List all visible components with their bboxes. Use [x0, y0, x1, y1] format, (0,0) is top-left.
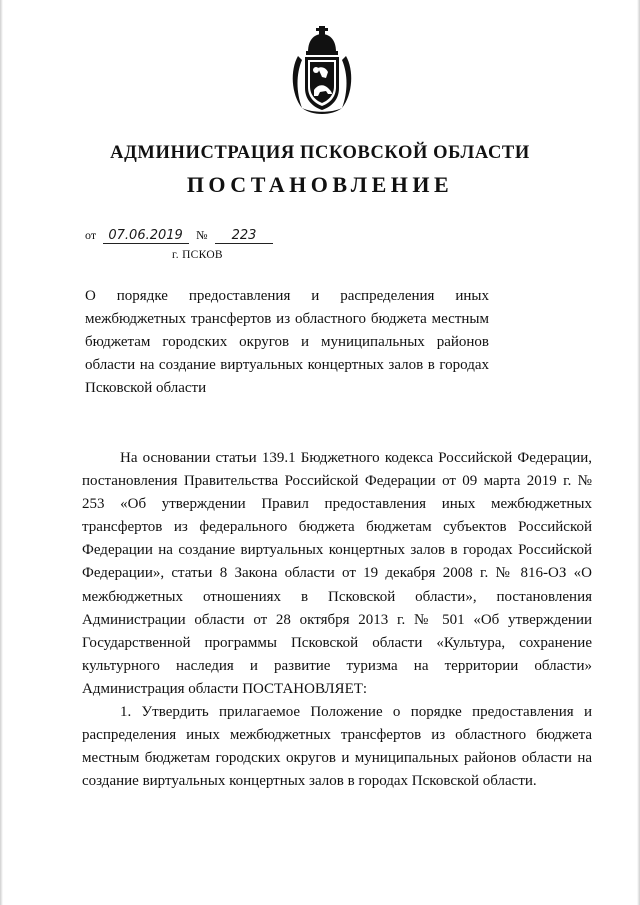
preamble-paragraph: На основании статьи 139.1 Бюджетного кодекса Российской Федерации, постановления Правительства Российской Федерации от 09 марта 2019 г. № 253 «Об утверждении Правил предоставления иных межбюджетных трансфертов из федерального бюджета бюджетам субъектов Российской Федерации на создание виртуальных концертных залов в городах Российской Федерации», статьи 8 Закона области от 19 декабря 2008 г. № 816-ОЗ «О межбюджетных отношениях в Псковской области», постановления Администрации области от 28 октября 2013 г. № 501 «Об утверждении Государственной программы Псковской области «Культура, сохранение культурного наследия и развитие туризма на территории области» Администрация области ПОСТАНОВЛЯЕТ: [82, 450, 592, 697]
document-subject: О порядке предоставления и распределения иных межбюджетных трансфертов из областного бюджета местным бюджетам городских округов и муниципальных районов области на создание виртуальных концертных залов в городах Псковской области [85, 288, 489, 396]
document-body [82, 447, 592, 793]
city: г. ПСКОВ [172, 249, 223, 261]
issuing-authority: АДМИНИСТРАЦИЯ ПСКОВСКОЙ ОБЛАСТИ [110, 143, 530, 163]
scan-edge-left [0, 0, 3, 905]
handwritten-date: 07.06.2019 [103, 229, 189, 244]
date-number-line [85, 228, 273, 244]
document-type: ПОСТАНОВЛЕНИЕ [186, 172, 454, 197]
coat-of-arms-icon [288, 22, 356, 122]
number-prefix: № [196, 228, 208, 242]
date-prefix: от [85, 228, 97, 242]
handwritten-number: 223 [215, 229, 273, 244]
resolution-item-1: 1. Утвердить прилагаемое Положение о порядке предоставления и распределения иных межбюджетных трансфертов из областного бюджета местным бюджетам городских округов и муниципальных районов области на создание виртуальных концертных залов в городах Псковской области. [82, 704, 592, 790]
